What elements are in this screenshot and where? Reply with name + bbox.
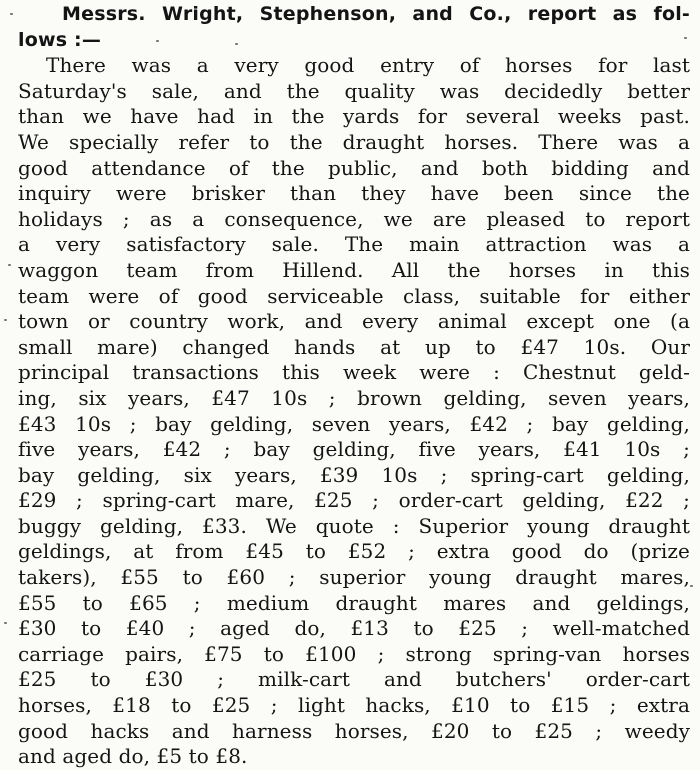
article-body-line-22: £55 to £65 ; medium draught mares and geldings, [18, 590, 690, 615]
article-body-line-27: good hacks and harness horses, £20 to £25 ; weedy [18, 718, 690, 743]
speckle-mark [10, 13, 13, 15]
article-body-line-15: £43 10s ; bay gelding, seven years, £42 ; bay gelding, [18, 411, 690, 436]
speckle-mark [4, 319, 7, 321]
article-body-line-23: £30 to £40 ; aged do, £13 to £25 ; well-matched [18, 616, 690, 641]
article-body-line-2: Saturday's sale, and the quality was decidedly better [18, 78, 690, 103]
article-body-line-24: carriage pairs, £75 to £100 ; strong spring-van horses [18, 641, 690, 666]
article-heading-line-1: Messrs. Wright, Stephenson, and Co., report as fol- [62, 3, 690, 25]
article-body-line-11: town or country work, and every animal except one (a [18, 309, 690, 334]
article-body-line-9: waggon team from Hillend. All the horses in this [18, 257, 690, 282]
article-body-line-26: horses, £18 to £25 ; light hacks, £10 to £15 ; extra [18, 693, 690, 718]
speckle-mark [4, 622, 7, 624]
article-body-line-25: £25 to £30 ; milk-cart and butchers' order-cart [18, 667, 690, 692]
article-heading-line-2: lows :— [18, 28, 102, 51]
article-body-line-10: team were of good serviceable class, suitable for either [18, 283, 690, 308]
article-body-line-21: takers), £55 to £60 ; superior young draught mares, [18, 565, 690, 590]
news-article [18, 2, 690, 770]
article-body-line-13: principal transactions this week were : Chestnut geld- [18, 360, 690, 385]
article-body-line-20: geldings, at from £45 to £52 ; extra good do (prize [18, 539, 690, 564]
article-body-line-8: a very satisfactory sale. The main attraction was a [18, 232, 690, 257]
article-body-line-12: small mare) changed hands at up to £47 10s. Our [18, 334, 690, 359]
article-body-line-28: and aged do, £5 to £8. [18, 744, 248, 769]
article-body-line-17: bay gelding, six years, £39 10s ; spring-cart gelding, [18, 462, 690, 487]
article-body-line-6: inquiry were brisker than they have been since the [18, 181, 690, 206]
article-body-line-1: There was a very good entry of horses for last [46, 53, 690, 78]
article-body-line-7: holidays ; as a consequence, we are pleased to report [18, 206, 690, 231]
article-body-line-19: buggy gelding, £33. We quote : Superior young draught [18, 513, 690, 538]
article-body-line-18: £29 ; spring-cart mare, £25 ; order-cart gelding, £22 ; [18, 488, 690, 513]
article-body-line-16: five years, £42 ; bay gelding, five years, £41 10s ; [18, 437, 690, 462]
article-body-line-5: good attendance of the public, and both bidding and [18, 155, 690, 180]
article-body-line-4: We specially refer to the draught horses. There was a [18, 129, 690, 154]
speckle-mark [690, 585, 693, 587]
speckle-mark [8, 264, 11, 266]
article-body-line-14: ing, six years, £47 10s ; brown gelding, seven years, [18, 385, 690, 410]
article-body-line-3: than we have had in the yards for several weeks past. [18, 104, 690, 129]
